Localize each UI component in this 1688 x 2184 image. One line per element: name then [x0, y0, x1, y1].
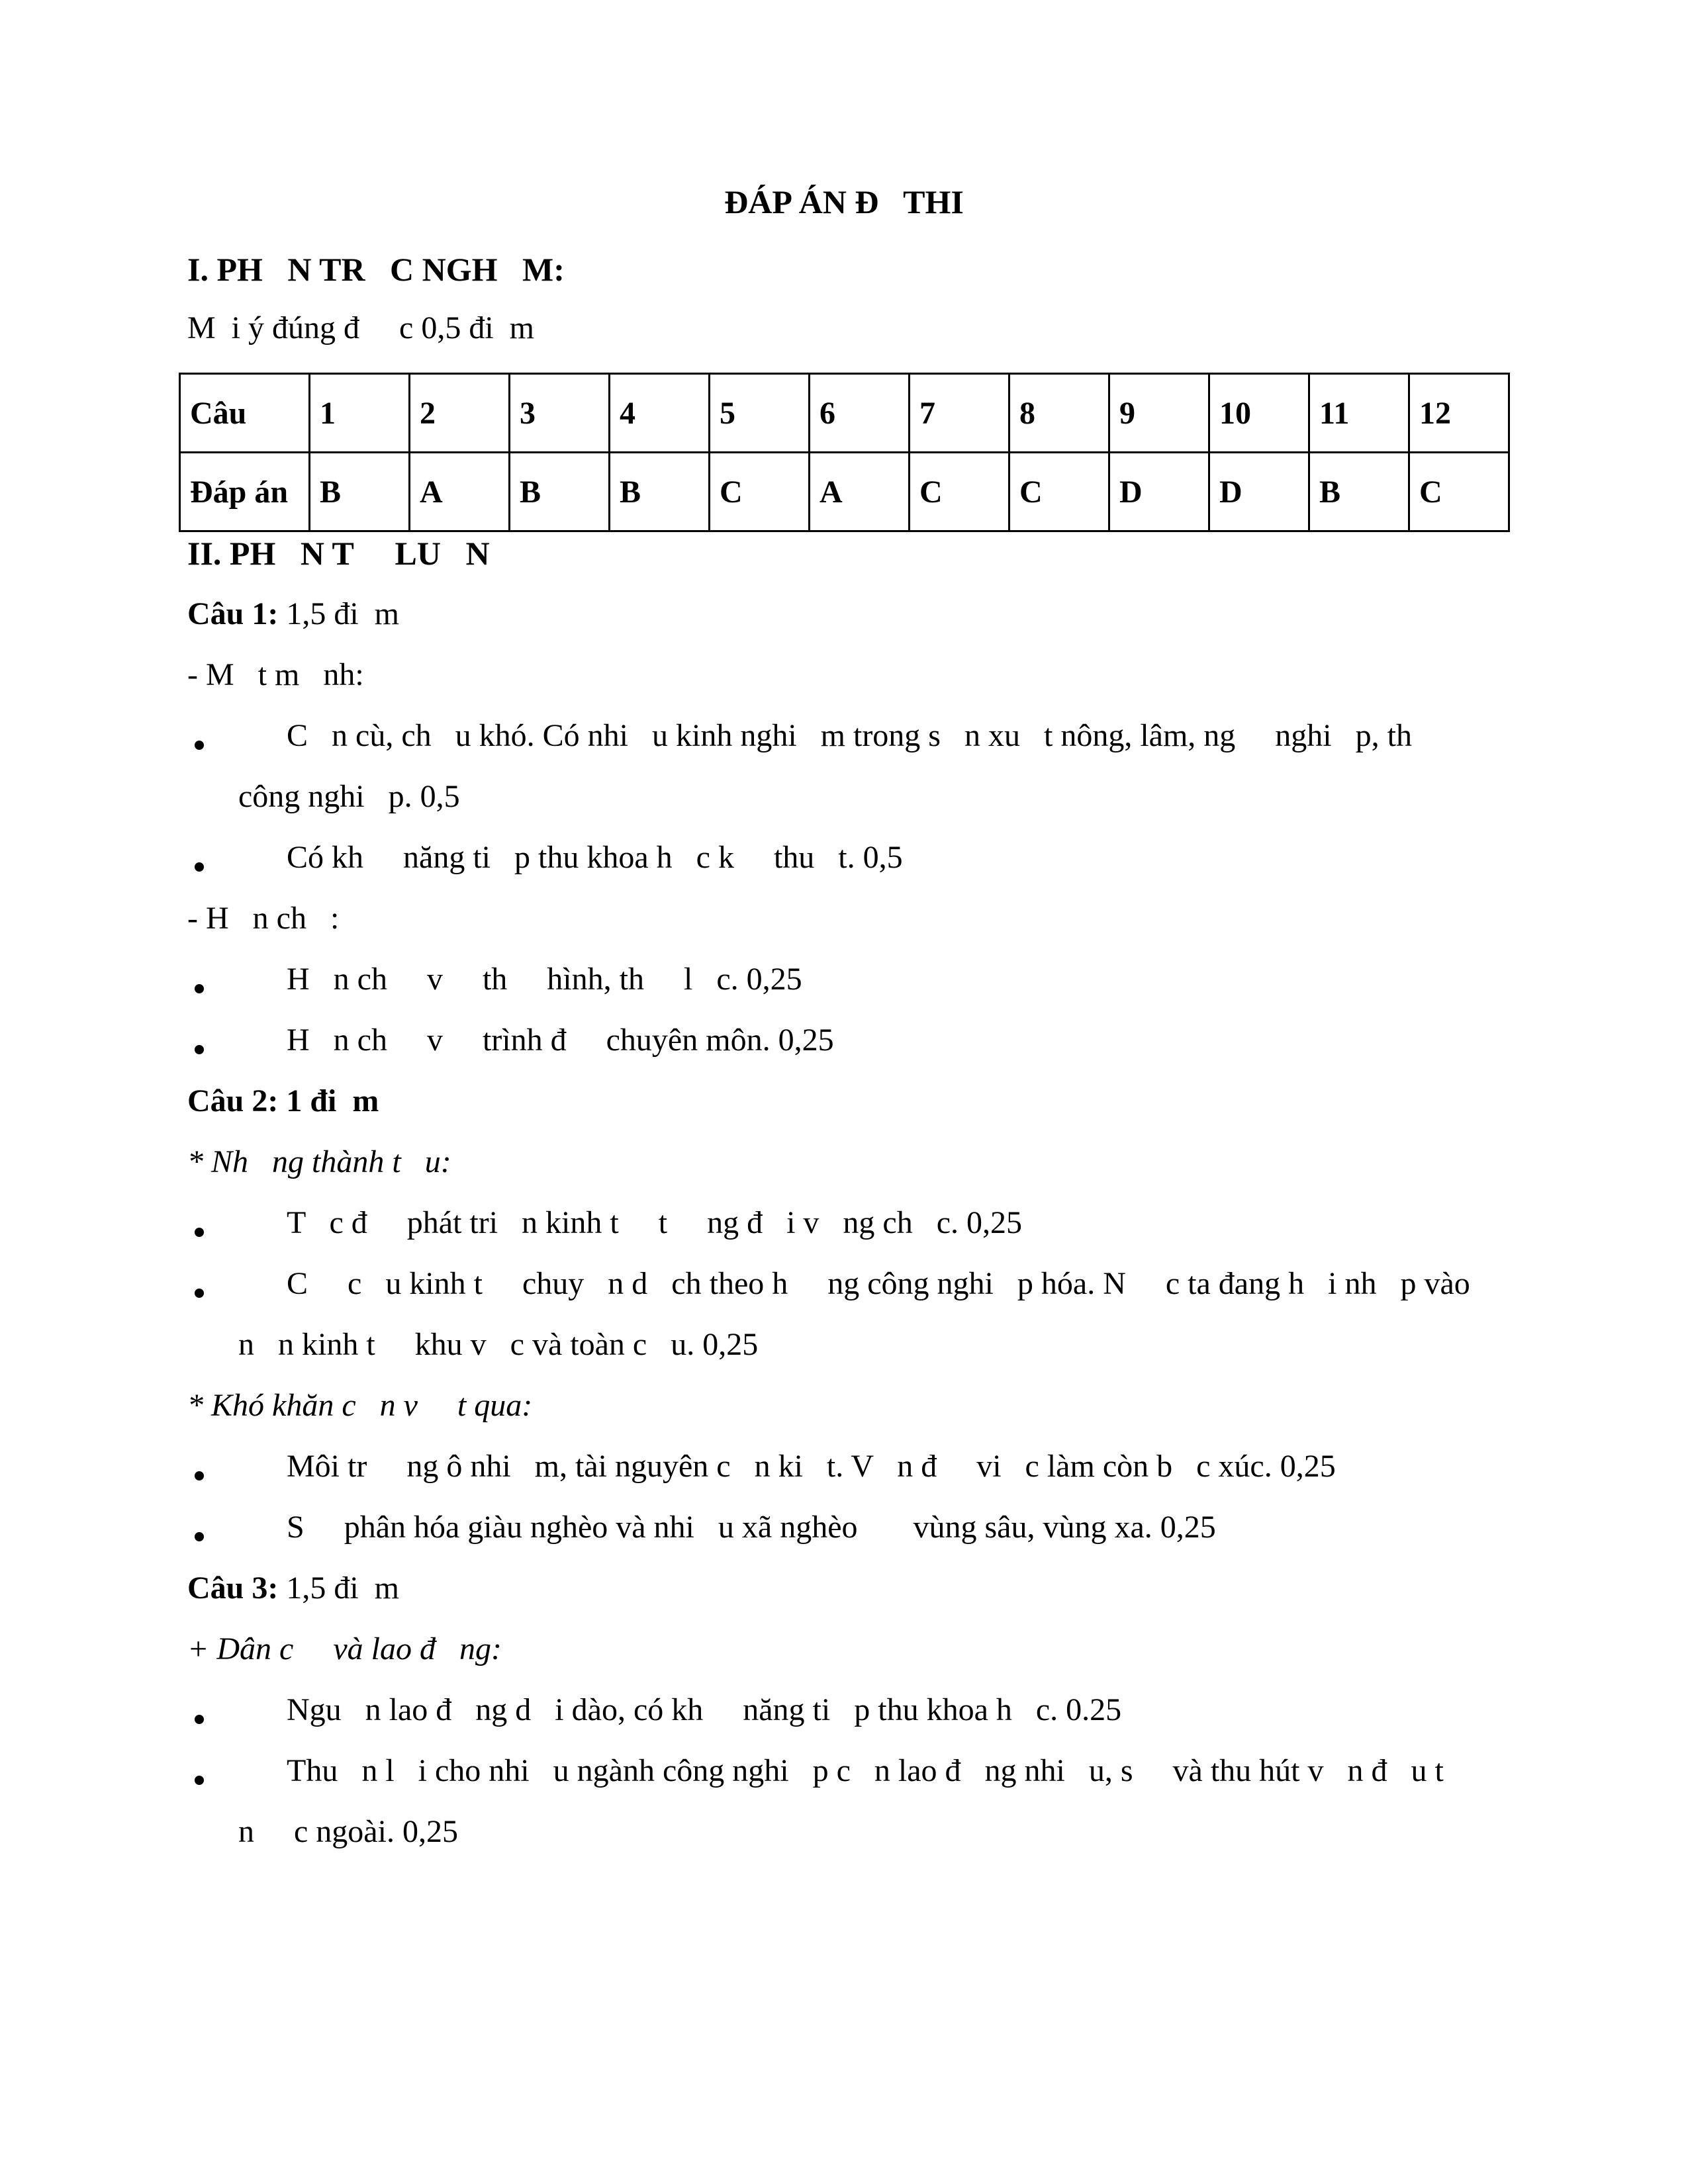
bullet-icon: [195, 984, 204, 993]
answer-key-table: [179, 373, 1510, 532]
answer-cell: B: [510, 453, 610, 531]
answer-cell: B: [310, 453, 410, 531]
q2-difficulties-label: * Khó khăn c n v t qua:: [187, 1388, 533, 1423]
answer-cell: D: [1109, 453, 1209, 531]
bullet-icon: [195, 862, 204, 872]
part1-heading: I. PH N TR C NGH M:: [187, 251, 565, 288]
question-3-points: 1,5 đi m: [278, 1570, 400, 1606]
question-2-header: Câu 2: 1 đi m: [187, 1083, 379, 1118]
q1-weakness-1: H n ch v th hình, th l c. 0,25: [287, 962, 802, 997]
question-number-cell: 11: [1309, 374, 1409, 453]
question-number-cell: 5: [710, 374, 810, 453]
q2-achievement-2-cont: n n kinh t khu v c và toàn c u. 0,25: [238, 1327, 759, 1362]
question-number-cell: 2: [410, 374, 510, 453]
answer-cell: B: [610, 453, 710, 531]
document-title: ĐÁP ÁN Đ THI: [724, 183, 964, 220]
q2-achievement-1: T c đ phát tri n kinh t t ng đ i v ng ch c. 0,25: [287, 1205, 1023, 1240]
bullet-icon: [195, 1228, 204, 1237]
bullet-icon: [195, 741, 204, 750]
q1-strengths-label: - M t m nh:: [187, 657, 364, 692]
question-number-cell: 1: [310, 374, 410, 453]
answer-cell: B: [1309, 453, 1409, 531]
question-1-points: 1,5 đi m: [278, 596, 400, 631]
part1-scoring-note: M i ý đúng đ c 0,5 đi m: [187, 310, 534, 345]
question-number-cell: 8: [1009, 374, 1109, 453]
question-3-label: Câu 3:: [187, 1570, 279, 1606]
header-label-cell: Câu: [180, 374, 310, 453]
question-3-header: [187, 1569, 399, 1608]
q2-difficulty-1: Môi tr ng ô nhi m, tài nguyên c n ki t. V n đ vi c làm còn b c xúc. 0,25: [287, 1449, 1336, 1484]
question-1-label: Câu 1:: [187, 596, 279, 631]
q2-achievements-label: * Nh ng thành t u:: [187, 1144, 451, 1179]
question-number-cell: 9: [1109, 374, 1209, 453]
answer-cell: A: [410, 453, 510, 531]
table-answer-row: [180, 453, 1509, 531]
question-number-cell: 6: [810, 374, 910, 453]
answer-cell: C: [1009, 453, 1109, 531]
answer-cell: C: [910, 453, 1009, 531]
q1-weakness-2: H n ch v trình đ chuyên môn. 0,25: [287, 1023, 834, 1058]
part2-heading: II. PH N T LU N: [187, 535, 490, 572]
bullet-icon: [195, 1715, 204, 1724]
bullet-icon: [195, 1289, 204, 1298]
q3-population-label: + Dân c và lao đ ng:: [187, 1631, 502, 1666]
bullet-icon: [195, 1045, 204, 1054]
answer-cell: D: [1209, 453, 1309, 531]
q3-point-2: Thu n l i cho nhi u ngành công nghi p c n lao đ ng nhi u, s và thu hút v n đ u t: [287, 1753, 1444, 1788]
bullet-icon: [195, 1776, 204, 1785]
answer-cell: C: [1409, 453, 1509, 531]
answer-cell: C: [710, 453, 810, 531]
question-1-header: [187, 594, 399, 634]
q1-strength-1-cont: công nghi p. 0,5: [238, 779, 460, 814]
q1-strength-1: C n cù, ch u khó. Có nhi u kinh nghi m trong s n xu t nông, lâm, ng nghi p, th: [287, 718, 1412, 753]
question-number-cell: 7: [910, 374, 1009, 453]
bullet-icon: [195, 1471, 204, 1480]
question-number-cell: 12: [1409, 374, 1509, 453]
table-header-row: [180, 374, 1509, 453]
answer-cell: A: [810, 453, 910, 531]
question-number-cell: 4: [610, 374, 710, 453]
q1-strength-2: Có kh năng ti p thu khoa h c k thu t. 0,5: [287, 840, 903, 875]
bullet-icon: [195, 1532, 204, 1541]
question-number-cell: 10: [1209, 374, 1309, 453]
question-number-cell: 3: [510, 374, 610, 453]
q3-point-1: Ngu n lao đ ng d i dào, có kh năng ti p thu khoa h c. 0.25: [287, 1692, 1122, 1727]
q1-weakness-label: - H n ch :: [187, 901, 340, 936]
q2-achievement-2: C c u kinh t chuy n d ch theo h ng công nghi p hóa. N c ta đang h i nh p vào: [287, 1266, 1470, 1301]
q2-difficulty-2: S phân hóa giàu nghèo và nhi u xã nghèo vùng sâu, vùng xa. 0,25: [287, 1510, 1216, 1545]
q3-point-2-cont: n c ngoài. 0,25: [238, 1814, 458, 1849]
answer-label-cell: Đáp án: [180, 453, 310, 531]
